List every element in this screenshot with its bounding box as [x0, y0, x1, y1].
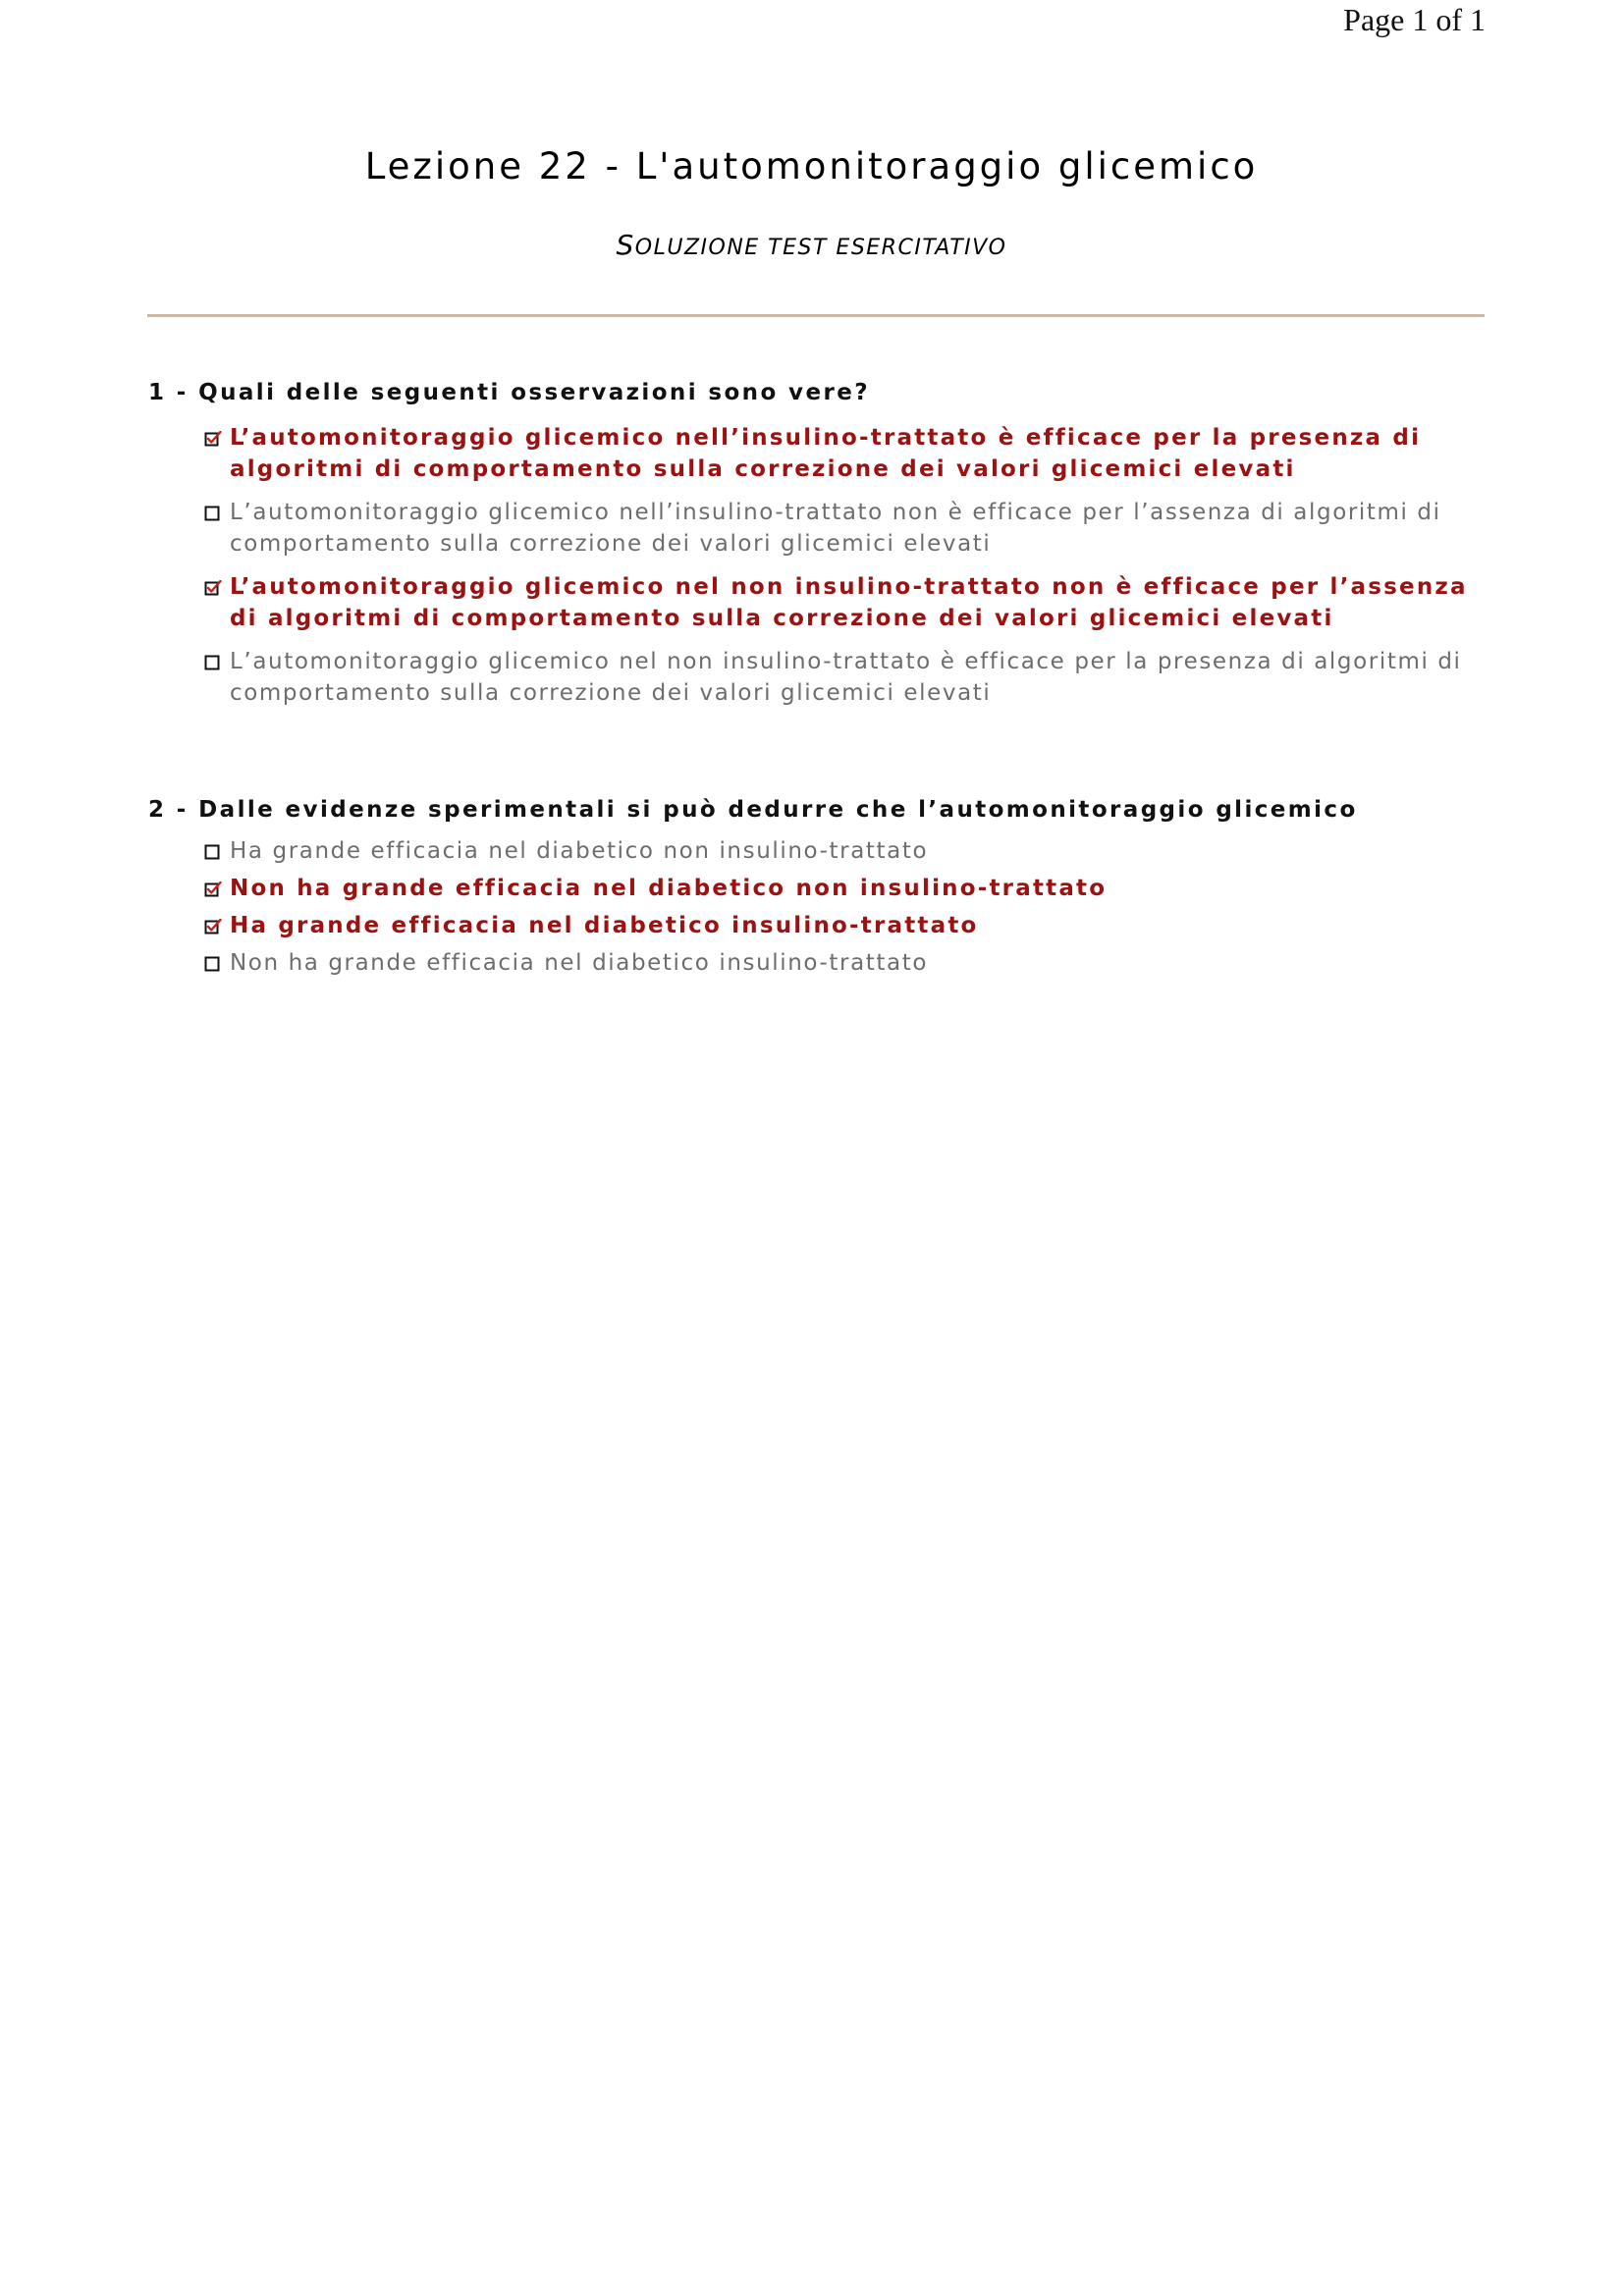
- answer-text: Non ha grande efficacia nel diabetico insulino-trattato: [230, 950, 929, 976]
- checked-checkbox-icon[interactable]: [204, 919, 220, 934]
- unchecked-checkbox-icon[interactable]: [204, 655, 220, 670]
- answer-list: [148, 422, 1486, 709]
- checked-checkbox-icon[interactable]: [204, 580, 220, 596]
- answer-option[interactable]: [148, 914, 1486, 938]
- subtitle-rest: OLUZIONE TEST ESERCITATIVO: [634, 236, 1007, 260]
- answer-text: Non ha grande efficacia nel diabetico non insulino-trattato: [230, 876, 1108, 901]
- answer-text: L’automonitoraggio glicemico nel non insulino-trattato è efficace per la presenza di algoritmi di comportamento sulla correzione dei valori glicemici elevati: [230, 649, 1462, 706]
- answer-option[interactable]: [148, 571, 1486, 634]
- question-2: [148, 790, 1486, 988]
- page-title: Lezione 22 - L'automonitoraggio glicemico: [364, 145, 1259, 187]
- answer-option[interactable]: [148, 877, 1486, 901]
- answer-option[interactable]: [148, 951, 1486, 976]
- answer-option[interactable]: [148, 646, 1486, 709]
- question-title: 2 - Dalle evidenze sperimentali si può dedurre che l’automonitoraggio glicemico: [148, 797, 1358, 823]
- divider: [147, 314, 1485, 317]
- unchecked-checkbox-icon[interactable]: [204, 506, 220, 521]
- subtitle-initial: S: [616, 229, 635, 261]
- checked-checkbox-icon[interactable]: [204, 881, 220, 897]
- unchecked-checkbox-icon[interactable]: [204, 844, 220, 860]
- question-title: 1 - Quali delle seguenti osservazioni sono vere?: [148, 380, 870, 405]
- checked-checkbox-icon[interactable]: [204, 431, 220, 447]
- page-subtitle: [0, 226, 1623, 268]
- answer-text: Ha grande efficacia nel diabetico insulino-trattato: [230, 913, 979, 938]
- answer-text: Ha grande efficacia nel diabetico non insulino-trattato: [230, 838, 929, 864]
- question-1: [148, 373, 1486, 721]
- answer-list: [148, 839, 1486, 976]
- unchecked-checkbox-icon[interactable]: [204, 956, 220, 972]
- answer-text: L’automonitoraggio glicemico nel non insulino-trattato non è efficace per l’assenza di algoritmi di comportamento sulla correzione dei valori glicemici elevati: [230, 574, 1468, 631]
- answer-text: L’automonitoraggio glicemico nell’insulino-trattato non è efficace per l’assenza di algoritmi di comportamento sulla correzione dei valori glicemici elevati: [230, 500, 1441, 557]
- answer-option[interactable]: [148, 497, 1486, 560]
- answer-option[interactable]: [148, 839, 1486, 864]
- page-number: Page 1 of 1: [1343, 2, 1486, 37]
- answer-text: L’automonitoraggio glicemico nell’insulino-trattato è efficace per la presenza di algoritmi di comportamento sulla correzione dei valori glicemici elevati: [230, 425, 1422, 482]
- answer-option[interactable]: [148, 422, 1486, 485]
